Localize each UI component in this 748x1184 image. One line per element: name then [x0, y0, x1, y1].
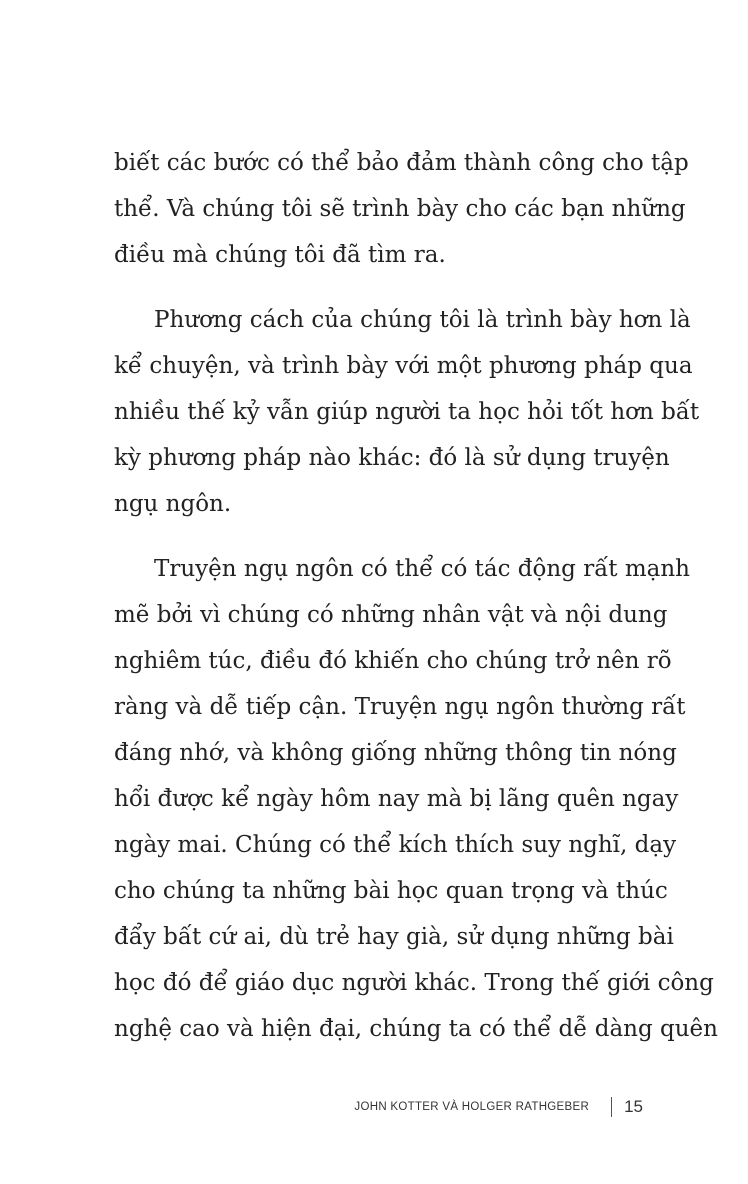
paragraph: [114, 297, 700, 527]
text-line: mẽ bởi vì chúng có những nhân vật và nội dung: [114, 602, 668, 628]
text-line: hổi được kể ngày hôm nay mà bị lãng quên ngay: [114, 786, 679, 812]
text-line: biết các bước có thể bảo đảm thành công cho tập: [114, 150, 689, 176]
page-number: 15: [624, 1097, 643, 1116]
text-line: kỳ phương pháp nào khác: đó là sử dụng truyện: [114, 445, 670, 471]
paragraph: [114, 140, 689, 278]
page-body: [114, 140, 718, 1052]
text-line: kể chuyện, và trình bày với một phương pháp qua: [114, 353, 693, 379]
text-line: cho chúng ta những bài học quan trọng và thúc: [114, 878, 668, 904]
text-line: Phương cách của chúng tôi là trình bày hơn là: [154, 307, 691, 333]
text-line: điều mà chúng tôi đã tìm ra.: [114, 242, 446, 268]
footer-divider: [611, 1097, 612, 1117]
paragraph: [114, 546, 718, 1052]
text-line: ngày mai. Chúng có thể kích thích suy nghĩ, dạy: [114, 832, 677, 858]
text-line: Truyện ngụ ngôn có thể có tác động rất mạnh: [154, 556, 690, 582]
page-footer: [0, 1092, 643, 1122]
text-line: đẩy bất cứ ai, dù trẻ hay già, sử dụng những bài: [114, 924, 674, 950]
text-line: nhiều thế kỷ vẫn giúp người ta học hỏi tốt hơn bất: [114, 399, 700, 425]
text-line: ngụ ngôn.: [114, 491, 232, 517]
running-head: JOHN KOTTER VÀ HOLGER RATHGEBER: [354, 1101, 590, 1113]
text-line: nghiêm túc, điều đó khiến cho chúng trở nên rõ: [114, 648, 672, 674]
text-line: thể. Và chúng tôi sẽ trình bày cho các bạn những: [114, 196, 686, 222]
text-line: nghệ cao và hiện đại, chúng ta có thể dễ dàng quên: [114, 1016, 718, 1042]
text-line: ràng và dễ tiếp cận. Truyện ngụ ngôn thường rất: [114, 694, 686, 720]
text-line: học đó để giáo dục người khác. Trong thế giới công: [114, 970, 714, 996]
text-line: đáng nhớ, và không giống những thông tin nóng: [114, 740, 677, 766]
